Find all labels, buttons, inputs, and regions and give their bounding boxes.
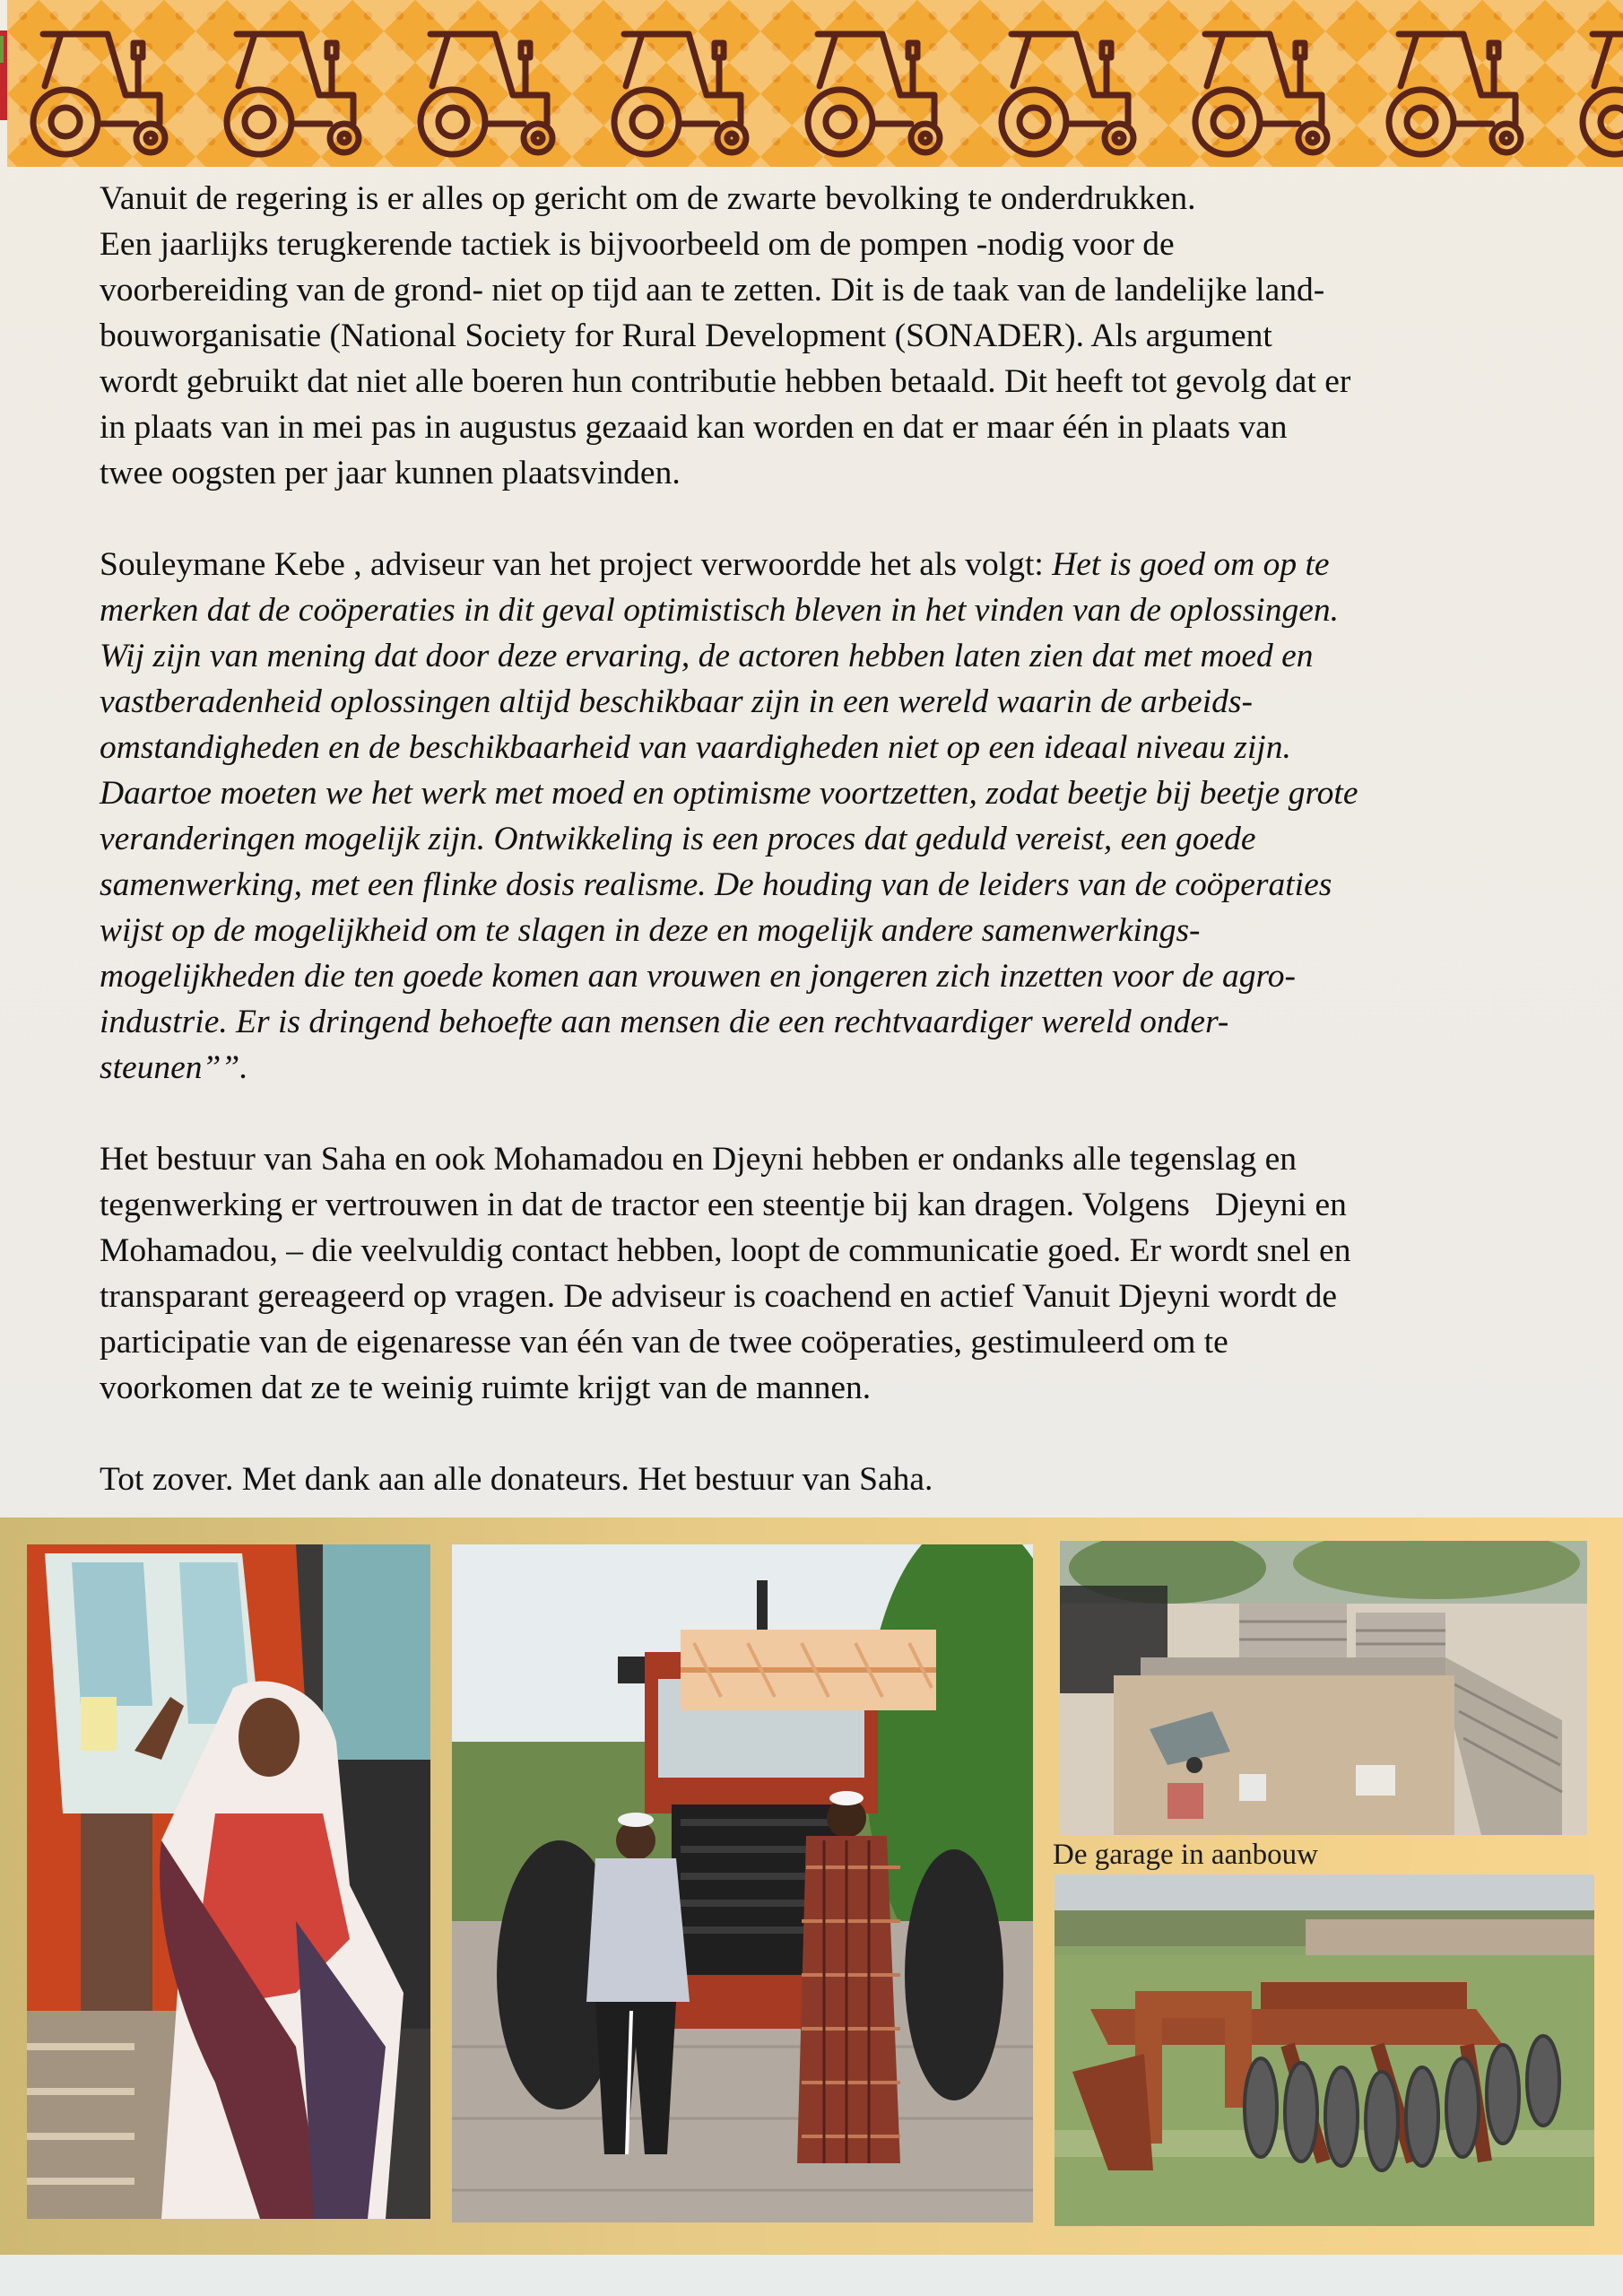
tractor-icon — [800, 23, 954, 158]
tractor-icon — [1187, 23, 1341, 158]
paragraph-closing: Tot zover. Met dank aan alle donateurs. Het bestuur van Saha. — [100, 1461, 933, 1498]
header-banner — [7, 0, 1623, 167]
article-body — [100, 176, 1543, 1548]
edge-marker-accent — [0, 36, 4, 63]
photo-men-tractor — [452, 1544, 1033, 2222]
tractor-icon — [25, 23, 179, 158]
tractor-icon — [1575, 23, 1623, 158]
paragraph-board: Het bestuur van Saha en ook Mohamadou en Djeyni hebben er ondanks alle tegenslag en tegenwerking er vertrouwen in dat de tractor een steentje bij kan dragen. Volgens Djeyni en Mohamadou, – die veelvuldig contact hebben, loopt de communicatie goed. Er wordt snel en transparant gereageerd op vragen. De adviseur is coachend en actief Vanuit Djeyni wordt de participatie van de eigenaresse van één van de twee coöperaties, gestimuleerd om te voorkomen dat ze te weinig ruimte krijgt van de mannen. — [100, 1141, 1351, 1406]
paragraph-quote: Souleymane Kebe , adviseur van het project verwoordde het als volgt: Het is goed om op te merken dat de coöperaties in dit geval optimistisch bleven in het vinden van de oplossingen. Wij zijn van mening dat door deze ervaring, de actoren hebben laten zien dat met moed en vastberadenheid oplossingen altijd beschikbaar zijn in een wereld waarin de arbeids- omstandigheden en de beschikbaarheid van vaardigheden niet op een ideaal niveau zijn. Daartoe moeten we het werk met moed en optimisme voortzetten, zodat beetje bij beetje grote veranderingen mogelijk zijn. Ontwikkeling is een proces dat geduld vereist, een goede samenwerking, met een flinke dosis realisme. De houding van de leiders van de coöperaties wijst op de mogelijkheid om te slagen in deze en mogelijk andere samenwerkings- mogelijkheden die ten goede komen aan vrouwen en jongeren zich inzetten voor de agro- industrie. Er is dringend behoefte aan mensen die een rechtvaardiger wereld onder- steunen””. — [100, 546, 1358, 1086]
tractor-icon — [412, 23, 567, 158]
photo-disc-harrow — [1055, 1874, 1594, 2226]
tractor-icon — [1381, 23, 1535, 158]
paragraph-pumps: Vanuit de regering is er alles op gericht om de zwarte bevolking te onderdrukken. Een jaarlijks terugkerende tactiek is bijvoorbeeld om de pompen -nodig voor de voorbereiding van de grond- niet op tijd aan te zetten. Dit is de taak van de landelijke land- bouworganisatie (National Society for Rural Development (SONADER). Als argument wordt gebruikt dat niet alle boeren hun contributie hebben betaald. Dit heeft tot gevolg dat er in plaats van in mei pas in augustus gezaaid kan worden en dat er maar één in plaats van twee oogsten per jaar kunnen plaatsvinden. — [100, 180, 1351, 491]
photo-woman-tractor — [27, 1544, 430, 2219]
tractor-pattern — [25, 23, 1623, 158]
photo-caption-garage: De garage in aanbouw — [1053, 1839, 1318, 1871]
photo-panel — [0, 1518, 1623, 2255]
tractor-icon — [606, 23, 760, 158]
tractor-icon — [994, 23, 1148, 158]
tractor-icon — [219, 23, 373, 158]
photo-garage-construction — [1060, 1541, 1587, 1835]
